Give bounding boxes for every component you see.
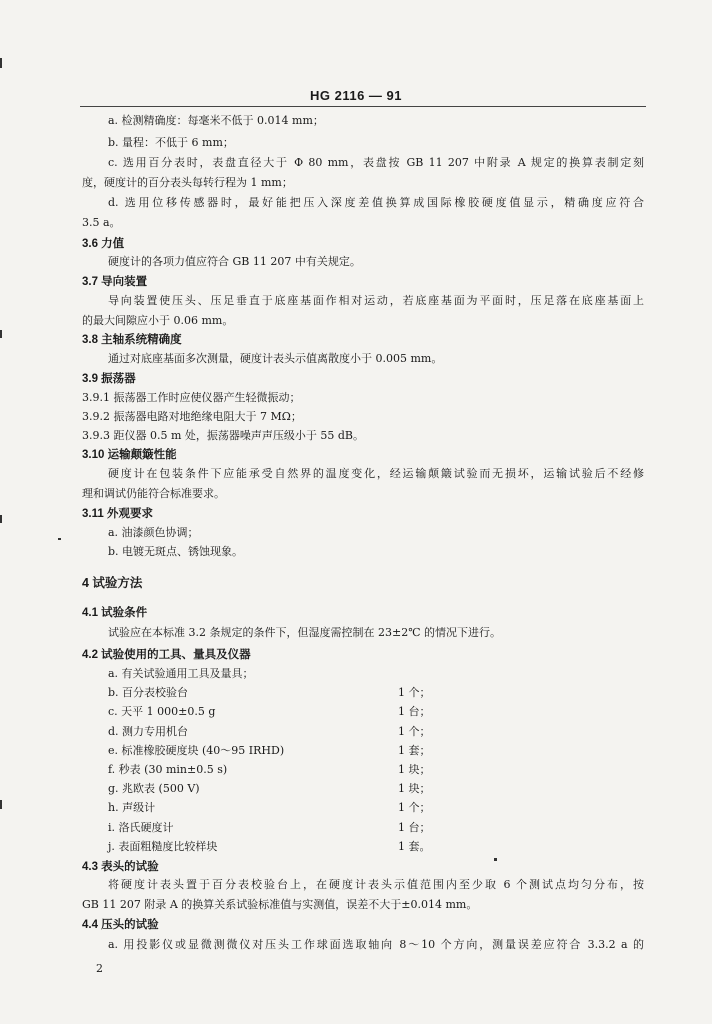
section-heading: 3.9 振荡器 (82, 373, 136, 385)
text-line: GB 11 207 附录 A 的换算关系试验标准值与实测值，误差不大于±0.014 mm。 (82, 898, 478, 911)
tool-item-label: i. 洛氏硬度计 (108, 820, 174, 834)
section-heading: 4.2 试验使用的工具、量具及仪器 (82, 649, 251, 661)
text-line: a. 检测精确度：每毫米不低于 0.014 mm； (108, 114, 324, 127)
scan-mark (0, 58, 2, 68)
text-line: 3.5 a。 (82, 216, 121, 229)
section-heading: 3.11 外观要求 (82, 508, 153, 520)
text-line: b. 电镀无斑点、锈蚀现象。 (108, 545, 244, 558)
text-line: 度，硬度计的百分表头每转行程为 1 mm； (82, 176, 293, 189)
text-line: 3.9.2 振荡器电路对地绝缘电阻大于 7 MΩ； (82, 410, 302, 423)
scan-mark (0, 515, 2, 523)
tool-item-quantity: 1 个； (398, 686, 431, 700)
text-line: 的最大间隙应小于 0.06 mm。 (82, 314, 234, 327)
text-line: 理和调试仍能符合标准要求。 (82, 487, 225, 500)
tool-item-label: d. 测力专用机台 (108, 724, 189, 738)
scan-mark (58, 538, 61, 540)
tool-item-label: g. 兆欧表 (500 V) (108, 782, 200, 796)
tool-item-quantity: 1 块； (398, 782, 431, 796)
tool-item-label: b. 百分表校验台 (108, 686, 189, 700)
tool-item-quantity: 1 套； (398, 743, 431, 757)
tool-item-label: e. 标准橡胶硬度块 (40～95 IRHD) (108, 743, 285, 757)
text-line: 导向装置使压头、压足垂直于底座基面作相对运动，若底座基面为平面时，压足落在底座基面上 (108, 294, 644, 307)
text-line: a. 用投影仪或显微测微仪对压头工作球面选取轴向 8～10 个方向，测量误差应符合 3.3.2 a 的 (108, 938, 644, 951)
section-heading: 4.1 试验条件 (82, 607, 148, 619)
tool-item-quantity: 1 台； (398, 705, 431, 719)
section-heading: 3.6 力值 (82, 238, 125, 250)
text-line: 将硬度计表头置于百分表校验台上，在硬度计表头示值范围内至少取 6 个测试点均匀分布，按 (108, 878, 644, 891)
text-line: 3.9.3 距仪器 0.5 m 处，振荡器噪声声压级小于 55 dB。 (82, 429, 365, 442)
text-line: 3.9.1 振荡器工作时应使仪器产生轻微振动； (82, 391, 301, 404)
text-line: 硬度计在包装条件下应能承受自然界的温度变化，经运输颠簸试验而无损坏，运输试验后不经修 (108, 467, 644, 480)
tool-item-quantity: 1 套。 (398, 839, 431, 853)
text-line: d. 选用位移传感器时，最好能把压入深度差值换算成国际橡胶硬度值显示，精确度应符合 (108, 196, 644, 209)
section-heading: 3.10 运输颠簸性能 (82, 449, 177, 461)
text-line: 试验应在本标准 3.2 条规定的条件下，但湿度需控制在 23±2℃ 的情况下进行。 (108, 626, 501, 639)
header-rule (80, 106, 646, 107)
section-heading: 4.4 压头的试验 (82, 919, 159, 931)
scan-mark (0, 800, 2, 809)
scan-mark (0, 330, 2, 338)
scan-mark (494, 858, 497, 861)
text-line: a. 油漆颜色协调； (108, 526, 199, 539)
text-line: b. 量程：不低于 6 mm； (108, 136, 234, 149)
page-header-title: HG 2116 — 91 (310, 88, 402, 103)
text-line: c. 选用百分表时，表盘直径大于 Φ 80 mm，表盘按 GB 11 207 中附录 A 规定的换算表制定刻 (108, 156, 644, 169)
tool-item-label: h. 声级计 (108, 801, 156, 815)
tool-item-quantity: 1 台； (398, 820, 431, 834)
chapter-heading: 4 试验方法 (82, 576, 143, 590)
tool-item-label: f. 秒表 (30 min±0.5 s) (108, 763, 228, 776)
text-line: 硬度计的各项力值应符合 GB 11 207 中有关规定。 (108, 255, 361, 268)
section-heading: 3.7 导向装置 (82, 276, 148, 288)
section-heading: 3.8 主轴系统精确度 (82, 334, 182, 346)
tool-item-label: a. 有关试验通用工具及量具； (108, 667, 254, 680)
tool-item-quantity: 1 个； (398, 724, 431, 738)
text-line: 通过对底座基面多次测量，硬度计表头示值离散度小于 0.005 mm。 (108, 352, 443, 365)
tool-item-quantity: 1 块； (398, 763, 431, 776)
page-number: 2 (96, 962, 103, 975)
tool-item-label: j. 表面粗糙度比较样块 (108, 839, 218, 853)
tool-item-quantity: 1 个； (398, 801, 431, 815)
tool-item-label: c. 天平 1 000±0.5 g (108, 705, 216, 719)
section-heading: 4.3 表头的试验 (82, 861, 159, 873)
